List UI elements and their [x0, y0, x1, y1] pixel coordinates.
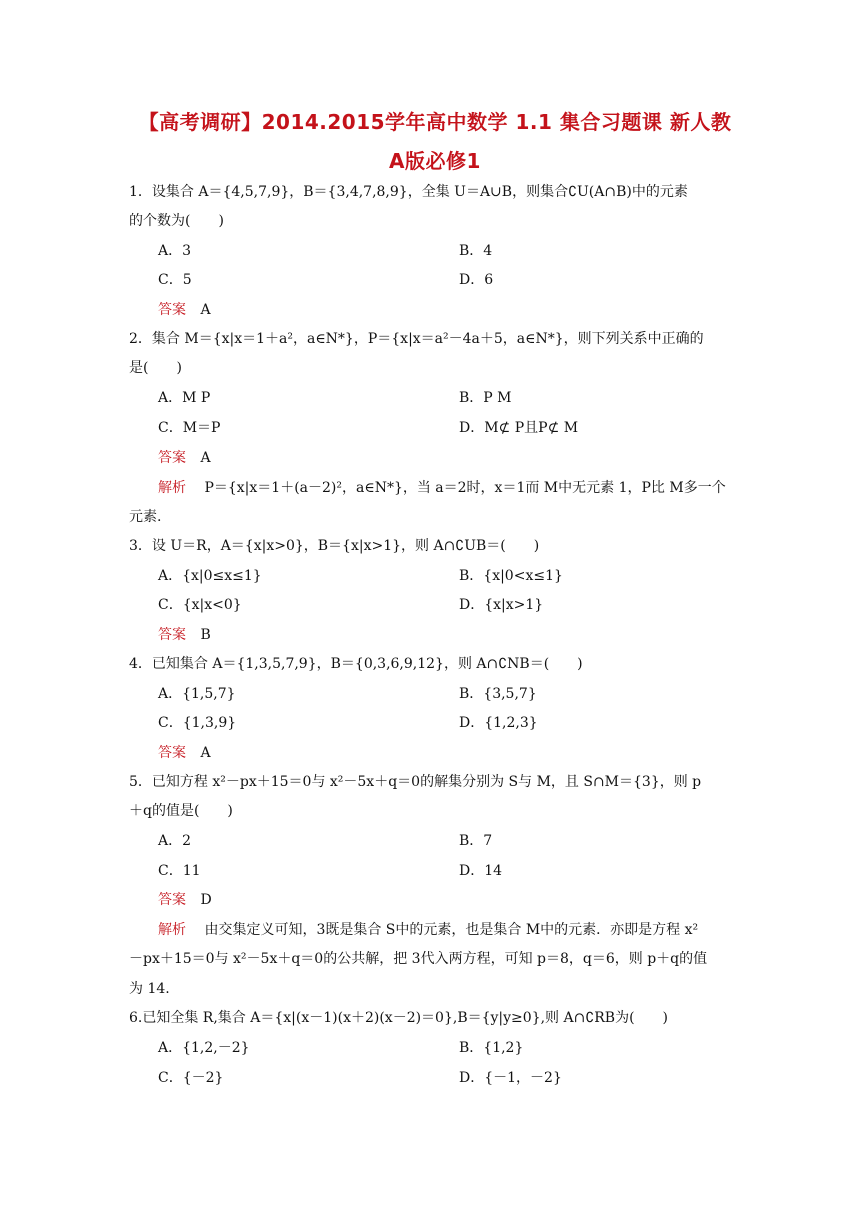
q1-stem-line1: 1．设集合 A＝{4,5,7,9}，B＝{3,4,7,8,9}，全集 U＝A∪B，则集合∁U(A∩B)中的元素 [129, 184, 688, 200]
q5-analysis [158, 921, 698, 939]
q6-stem-line1: 6.已知全集 R,集合 A＝{x|(x－1)(x＋2)(x－2)＝0},B＝{y|y≥0},则 A∩∁RB为( ) [129, 1010, 668, 1026]
q3-stem-line1: 3．设 U＝R，A＝{x|x>0}，B＝{x|x>1}，则 A∩∁UB＝( ) [129, 538, 540, 554]
q2-stem-line1: 2．集合 M＝{x|x＝1＋a²，a∈N*}，P＝{x|x＝a²－4a＋5，a∈N*}，则下列关系中正确的 [129, 331, 704, 347]
q3-option-c: C．{x|x<0} [158, 597, 242, 613]
q2-answer-label: 答案 [158, 450, 186, 466]
q4-answer [158, 744, 211, 762]
q5-analysis-line3: 为 14. [129, 981, 170, 997]
q4-option-d: D．{1,2,3} [459, 715, 538, 731]
q2-analysis-line2: 元素. [129, 509, 162, 525]
q4-option-b: B．{3,5,7} [459, 686, 537, 702]
q2-analysis-label: 解析 [158, 480, 186, 496]
document-title-line2: A版必修1 [389, 149, 481, 173]
q5-option-c: C．11 [158, 863, 201, 879]
q1-answer-label: 答案 [158, 302, 186, 318]
q5-option-b: B．7 [459, 833, 493, 849]
q2-option-d: D．M⊄ P且P⊄ M [459, 420, 579, 436]
q5-option-a: A．2 [158, 833, 192, 849]
q6-option-b: B．{1,2} [459, 1040, 524, 1056]
q2-stem-line2: 是( ) [129, 360, 182, 376]
q5-answer-label: 答案 [158, 892, 186, 908]
document-title-line1: 【高考调研】2014.2015学年高中数学 1.1 集合习题课 新人教 [138, 110, 732, 134]
q5-analysis-line2: －px＋15＝0与 x²－5x＋q＝0的公共解，把 3代入两方程，可知 p＝8，q＝6，则 p＋q的值 [129, 951, 708, 967]
q5-analysis-label: 解析 [158, 922, 186, 938]
q5-analysis-line1: 由交集定义可知，3既是集合 S中的元素，也是集合 M中的元素．亦即是方程 x² [204, 922, 699, 938]
q6-option-c: C．{－2} [158, 1070, 224, 1086]
q5-option-d: D．14 [459, 863, 503, 879]
q3-option-b: B．{x|0<x≤1} [459, 568, 563, 584]
q4-option-a: A．{1,5,7} [158, 686, 236, 702]
q6-option-d: D．{－1，－2} [459, 1070, 562, 1086]
q1-option-a: A．3 [158, 243, 192, 259]
q1-option-c: C．5 [158, 272, 192, 288]
q6-option-a: A．{1,2,－2} [158, 1040, 250, 1056]
q1-option-d: D．6 [459, 272, 494, 288]
q4-answer-value: A [200, 745, 211, 761]
q1-option-b: B．4 [459, 243, 493, 259]
q1-answer [158, 301, 211, 319]
q2-analysis-line1: P＝{x|x＝1＋(a－2)²，a∈N*}，当 a＝2时，x＝1而 M中无元素 1，P比 M多一个 [204, 480, 726, 496]
q2-answer-value: A [200, 450, 211, 466]
q2-option-a: A．M P [158, 390, 211, 406]
q5-answer-value: D [200, 892, 212, 908]
q1-stem-line2: 的个数为( ) [129, 213, 224, 229]
q2-analysis [158, 479, 726, 497]
q5-stem-line2: ＋q的值是( ) [129, 803, 233, 819]
q5-answer [158, 891, 212, 909]
q2-option-c: C．M＝P [158, 420, 221, 436]
q2-answer [158, 449, 211, 467]
q4-option-c: C．{1,3,9} [158, 715, 237, 731]
q4-answer-label: 答案 [158, 745, 186, 761]
q3-option-a: A．{x|0≤x≤1} [158, 568, 262, 584]
q1-answer-value: A [200, 302, 211, 318]
q4-stem-line1: 4．已知集合 A＝{1,3,5,7,9}，B＝{0,3,6,9,12}，则 A∩∁NB＝( ) [129, 656, 583, 672]
q3-answer [158, 626, 211, 644]
q5-stem-line1: 5．已知方程 x²－px＋15＝0与 x²－5x＋q＝0的解集分别为 S与 M，且 S∩M＝{3}，则 p [129, 774, 702, 790]
q3-option-d: D．{x|x>1} [459, 597, 544, 613]
q2-option-b: B．P M [459, 390, 512, 406]
q3-answer-value: B [200, 627, 211, 643]
q3-answer-label: 答案 [158, 627, 186, 643]
